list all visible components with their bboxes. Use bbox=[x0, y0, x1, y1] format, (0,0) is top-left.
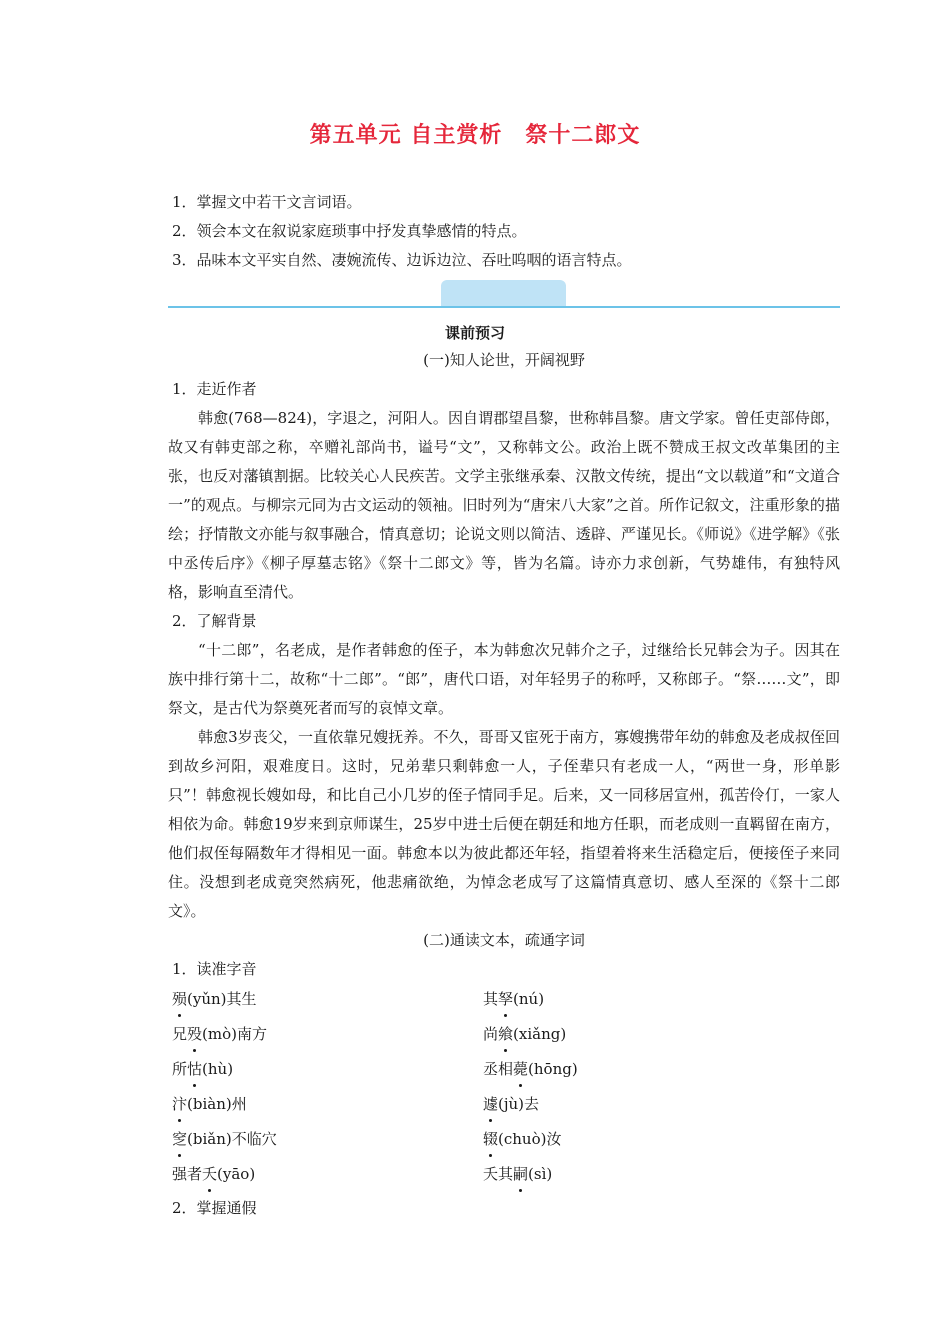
pronunciation-item: 汴(biàn)州 bbox=[168, 1089, 479, 1124]
tongjia-label: 2．掌握通假 bbox=[172, 1199, 257, 1217]
pronunciation-item: 强者夭(yāo) bbox=[168, 1159, 479, 1194]
section-heading: 课前预习 bbox=[444, 324, 505, 342]
author-label: 1．走近作者 bbox=[172, 380, 257, 398]
pronunciation-item: 窆(biǎn)不临穴 bbox=[168, 1124, 479, 1159]
background-paragraph-2: 韩愈3岁丧父，一直依靠兄嫂抚养。不久，哥哥又宦死于南方，寡嫂携带年幼的韩愈及老成叔侄回到故乡河阳，艰难度日。这时，兄弟辈只剩韩愈一人，子侄辈只有老成一人，“两世一身，形单影只”！韩愈视长嫂如母，和比自己小几岁的侄子情同手足。后来，又一同移居宣州，孤苦伶仃，一家人相依为命。韩愈19岁来到京师谋生，25岁中进士后便在朝廷和地方任职，而老成则一直羁留在南方，他们叔侄每隔数年才得相见一面。韩愈本以为彼此都还年轻，指望着将来生活稳定后，便接侄子来同住。没想到老成竟突然病死，他悲痛欲绝，为悼念老成写了这篇情真意切、感人至深的《祭十二郎文》。 bbox=[168, 728, 840, 920]
pronunciation-item: 夭其嗣(sì) bbox=[479, 1159, 790, 1194]
author-paragraph: 韩愈(768—824)，字退之，河阳人。因自谓郡望昌黎，世称韩昌黎。唐文学家。曾任吏部侍郎，故又有韩吏部之称，卒赠礼部尚书，谥号“文”，又称韩文公。政治上既不赞成王叔文改革集团的主张，也反对藩镇割据。比较关心人民疾苦。文学主张继承秦、汉散文传统，提出“文以载道”和“文道合一”的观点。与柳宗元同为古文运动的领袖。旧时列为“唐宋八大家”之首。所作记叙文，注重形象的描绘；抒情散文亦能与叙事融合，情真意切；论说文则以简洁、透辟、严谨见长。《师说》《进学解》《张中丞传后序》《柳子厚墓志铭》《祭十二郎文》等，皆为名篇。诗亦力求创新，气势雄伟，有独特风格，影响直至清代。 bbox=[168, 409, 841, 601]
pronunciation-item: 兄殁(mò)南方 bbox=[168, 1019, 479, 1054]
pronunciation-item: 遽(jù)去 bbox=[479, 1089, 790, 1124]
goal-item: 3．品味本文平实自然、凄婉流传、边诉边泣、吞吐呜咽的语言特点。 bbox=[172, 251, 632, 269]
goal-item: 2．领会本文在叙说家庭琐事中抒发真挚感情的特点。 bbox=[172, 222, 527, 240]
pronunciation-label: 1．读准字音 bbox=[172, 960, 257, 978]
page-title: 第五单元 自主赏析 祭十二郎文 bbox=[309, 123, 641, 148]
pronunciation-item: 辍(chuò)汝 bbox=[479, 1124, 790, 1159]
pronunciation-item: 尚飨(xiǎng) bbox=[479, 1019, 790, 1054]
goal-item: 1．掌握文中若干文言词语。 bbox=[172, 193, 362, 211]
background-label: 2．了解背景 bbox=[172, 612, 257, 630]
pronunciation-item: 丞相薨(hōng) bbox=[479, 1054, 790, 1089]
pronunciation-grid bbox=[168, 984, 840, 1194]
background-paragraph-1: “十二郎”，名老成，是作者韩愈的侄子，本为韩愈次兄韩介之子，过继给长兄韩会为子。因其在族中排行第十二，故称“十二郎”。“郎”，唐代口语，对年轻男子的称呼，又称郎子。“祭……文”，即祭文，是古代为祭奠死者而写的哀悼文章。 bbox=[168, 641, 840, 717]
learning-goals bbox=[172, 188, 632, 275]
section-divider bbox=[168, 306, 840, 308]
part2-heading: (二)通读文本，疏通字词 bbox=[423, 931, 585, 949]
part1-heading: (一)知人论世，开阔视野 bbox=[423, 351, 585, 369]
document-body bbox=[168, 346, 840, 1223]
pronunciation-item: 所怙(hù) bbox=[168, 1054, 479, 1089]
section-tab-decoration bbox=[441, 280, 566, 307]
pronunciation-item: 殒(yǔn)其生 bbox=[168, 984, 479, 1019]
pronunciation-item: 其孥(nú) bbox=[479, 984, 790, 1019]
